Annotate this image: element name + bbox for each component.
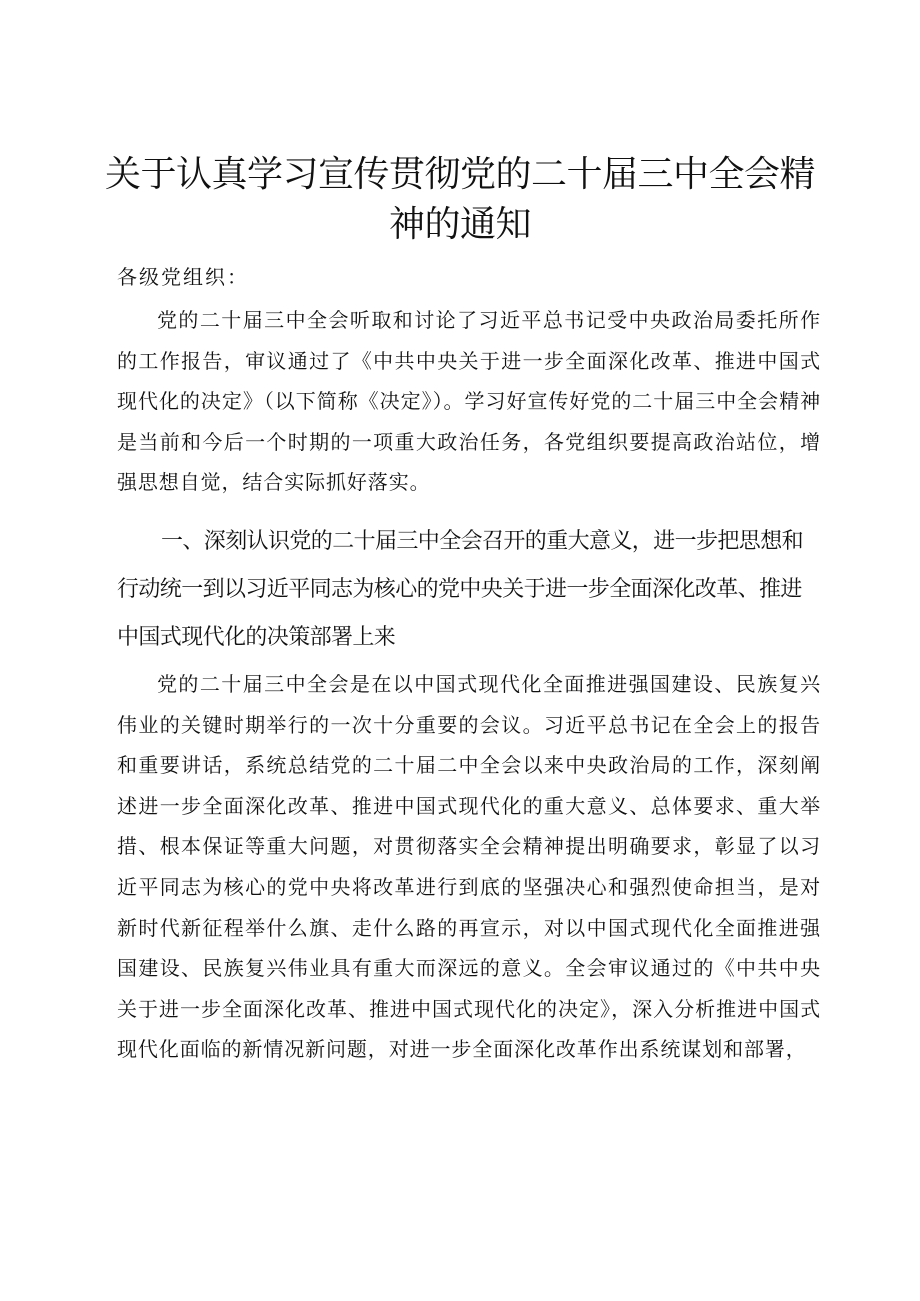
salutation: 各级党组织：	[117, 265, 249, 289]
section-heading-1: 一、深刻认识党的二十届三中全会召开的重大意义，进一步把思想和行动统一到以习近平同志为核心的党中央关于进一步全面深化改革、推进中国式现代化的决策部署上来	[117, 529, 804, 650]
intro-paragraph: 党的二十届三中全会听取和讨论了习近平总书记受中央政治局委托所作的工作报告，审议通过了《中共中央关于进一步全面深化改革、推进中国式现代化的决定》（以下简称《决定》）。学习好宣传好党的二十届三中全会精神是当前和今后一个时期的一项重大政治任务，各党组织要提高政治站位，增强思想自觉，结合实际抓好落实。	[117, 308, 821, 495]
document-title: 关于认真学习宣传贯彻党的二十届三中全会精神的通知	[104, 154, 815, 245]
section-1-paragraph: 党的二十届三中全会是在以中国式现代化全面推进强国建设、民族复兴伟业的关键时期举行的一次十分重要的会议。习近平总书记在全会上的报告和重要讲话，系统总结党的二十届二中全会以来中央政治局的工作，深刻阐述进一步全面深化改革、推进中国式现代化的重大意义、总体要求、重大举措、根本保证等重大问题，对贯彻落实全会精神提出明确要求，彰显了以习近平同志为核心的党中央将改革进行到底的坚强决心和强烈使命担当，是对新时代新征程举什么旗、走什么路的再宣示，对以中国式现代化全面推进强国建设、民族复兴伟业具有重大而深远的意义。全会审议通过的《中共中央关于进一步全面深化改革、推进中国式现代化的决定》，深入分析推进中国式现代化面临的新情况新问题，对进一步全面深化改革作出系统谋划和部署，	[117, 672, 821, 1062]
